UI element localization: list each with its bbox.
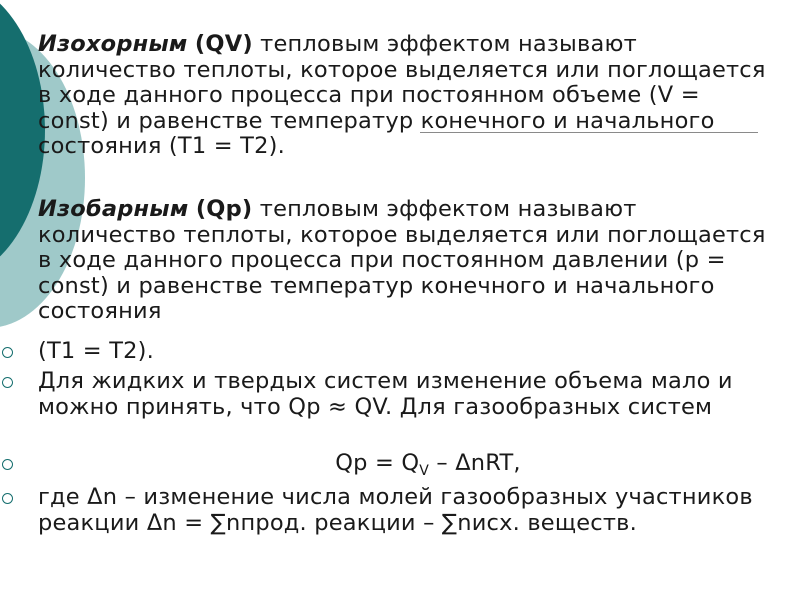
bullet-icon xyxy=(2,459,13,470)
formula xyxy=(38,451,778,485)
isobaric-definition: тепловым эффектом называют количество теплоты, которое выделяется или поглощается в ходе данного процесса при постоянном давлении (p = const) и равенстве температур конечного и начального состояния xyxy=(38,196,766,324)
isochoric-term: Изохорным xyxy=(38,31,188,57)
formula-lhs: Qp = Q xyxy=(335,450,420,476)
liquid-solid-note: Для жидких и твердых систем изменение объема мало и можно принять, что Qp ≈ QV. Для газообразных систем xyxy=(38,368,733,420)
bullet-icon xyxy=(2,493,13,504)
isochoric-definition: тепловым эффектом называют количество теплоты, которое выделяется или поглощается в ходе данного процесса при постоянном объеме (V = const) и равенстве температур конечного и начального состояния (T1 = T2). xyxy=(38,31,766,159)
formula-subscript: V xyxy=(419,463,430,479)
bullet-icon xyxy=(2,377,13,388)
isochoric-symbol: (QV) xyxy=(194,31,253,57)
isochoric-paragraph xyxy=(38,32,778,160)
temperature-condition: (T1 = T2). xyxy=(38,338,154,364)
isobaric-paragraph xyxy=(38,197,778,325)
isobaric-term: Изобарным xyxy=(38,196,189,222)
delta-n-explanation: где Δn – изменение числа молей газообразных участников реакции Δn = ∑nпрод. реакции – ∑nисх. веществ. xyxy=(38,484,753,536)
formula-rhs: – ΔnRT, xyxy=(429,450,521,476)
bullet-icon xyxy=(2,347,13,358)
isobaric-symbol: (Qp) xyxy=(195,196,253,222)
formula-line xyxy=(38,451,778,485)
